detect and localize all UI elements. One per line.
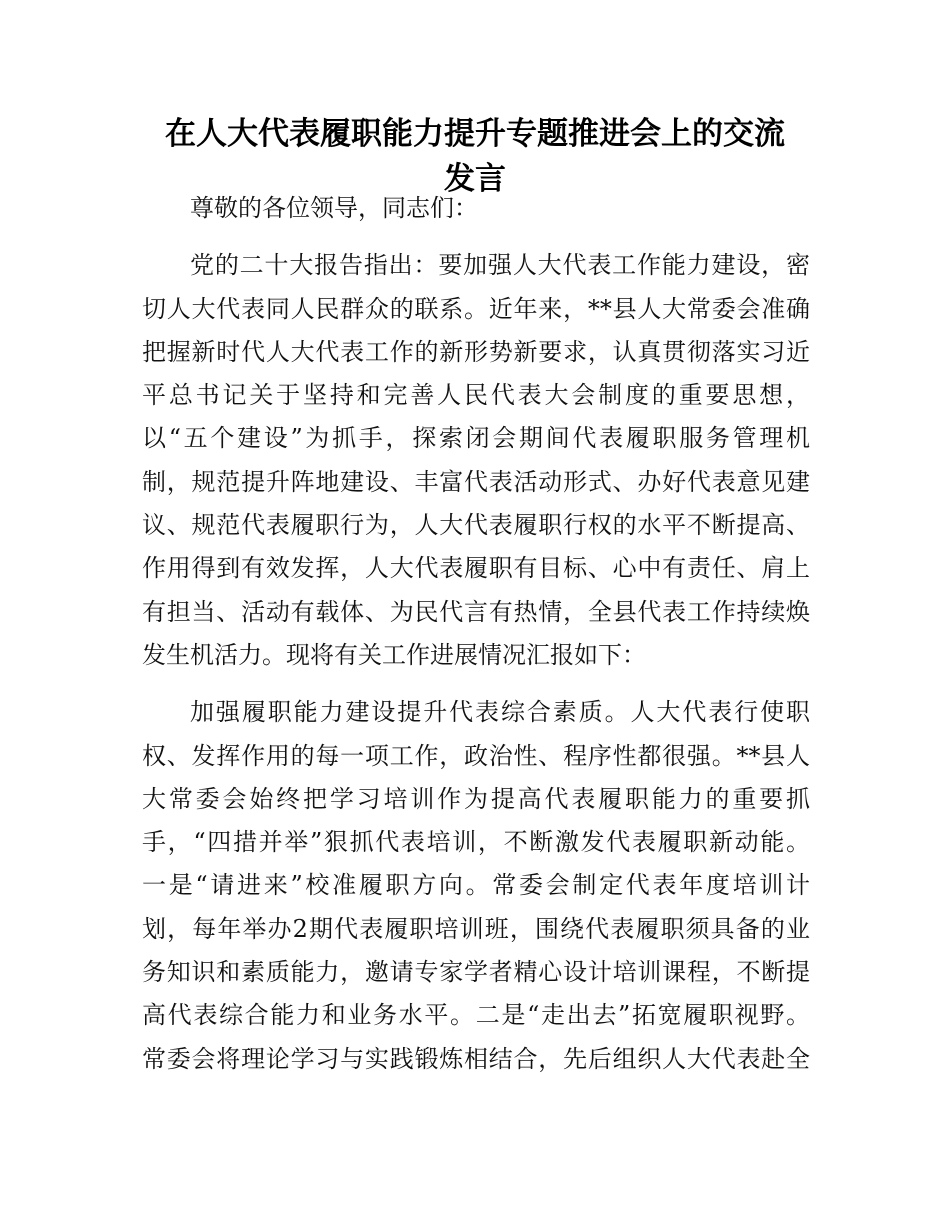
paragraph-line: 手，“四措并举”狠抓代表培训，不断激发代表履职新动能。 <box>142 828 810 857</box>
paragraph-line: 发生机活力。现将有关工作进展情况汇报如下： <box>142 640 646 669</box>
paragraph-line: 一是“请进来”校准履职方向。常委会制定代表年度培训计 <box>142 871 810 900</box>
paragraph-line: 高代表综合能力和业务水平。二是“走出去”拓宽履职视野。 <box>142 1001 810 1030</box>
paragraph-line: 平总书记关于坚持和完善人民代表大会制度的重要思想， <box>142 381 810 410</box>
paragraph-line: 制，规范提升阵地建设、丰富代表活动形式、办好代表意见建 <box>142 467 810 496</box>
paragraph-gap <box>142 230 810 244</box>
paragraph-line: 以“五个建设”为抓手，探索闭会期间代表履职服务管理机 <box>142 424 810 453</box>
paragraph-line: 党的二十大报告指出：要加强人大代表工作能力建设，密 <box>190 251 810 280</box>
paragraph-line: 务知识和素质能力，邀请专家学者精心设计培训课程，不断提 <box>142 958 810 987</box>
paragraph-line: 加强履职能力建设提升代表综合素质。人大代表行使职 <box>190 698 810 727</box>
paragraph-1 <box>142 244 810 677</box>
paragraph-gap <box>142 677 810 691</box>
salutation: 尊敬的各位领导，同志们： <box>190 194 478 222</box>
document-body <box>142 187 810 1081</box>
paragraph-line: 大常委会始终把学习培训作为提高代表履职能力的重要抓 <box>142 784 810 813</box>
paragraph-line: 作用得到有效发挥，人大代表履职有目标、心中有责任、肩上 <box>142 554 810 583</box>
title-line-1: 在人大代表履职能力提升专题推进会上的交流 <box>165 116 785 152</box>
paragraph-2 <box>142 691 810 1081</box>
paragraph-line: 把握新时代人大代表工作的新形势新要求，认真贯彻落实习近 <box>142 337 810 366</box>
paragraph-line: 常委会将理论学习与实践锻炼相结合，先后组织人大代表赴全 <box>142 1044 810 1073</box>
paragraph-line: 议、规范代表履职行为，人大代表履职行权的水平不断提高、 <box>142 511 810 540</box>
paragraph-line: 权、发挥作用的每一项工作，政治性、程序性都很强。**县人 <box>142 741 810 770</box>
title-line-2: 发言 <box>444 161 506 197</box>
paragraph-line: 切人大代表同人民群众的联系。近年来，**县人大常委会准确 <box>142 294 810 323</box>
paragraph-line: 有担当、活动有载体、为民代言有热情，全县代表工作持续焕 <box>142 597 810 626</box>
paragraph-line: 划，每年举办2期代表履职培训班，围绕代表履职须具备的业 <box>142 914 810 943</box>
